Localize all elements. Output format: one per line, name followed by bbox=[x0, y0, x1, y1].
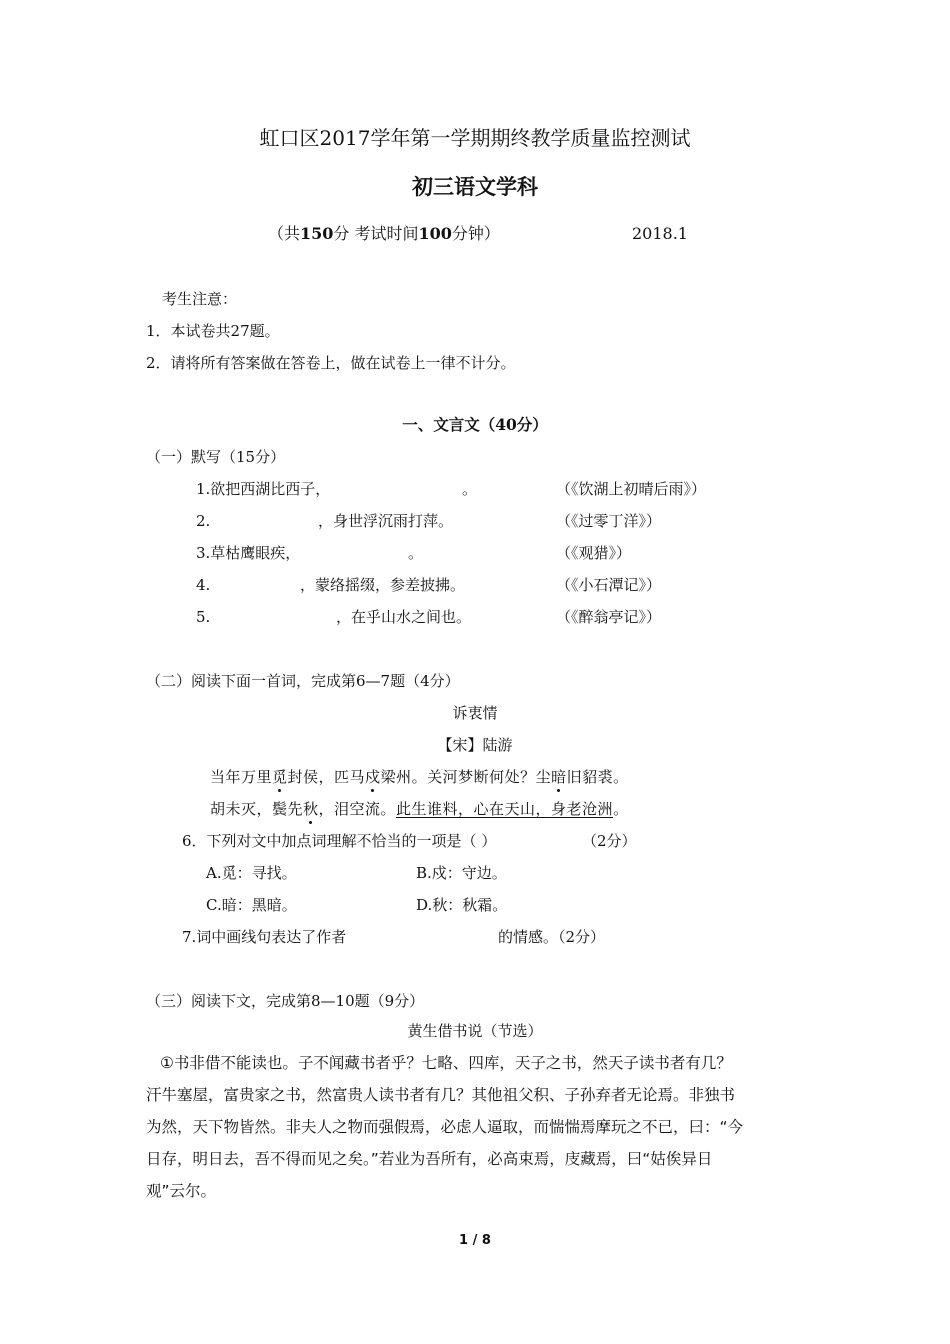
section-title: 一、文言文（40分） bbox=[402, 415, 548, 434]
total-score: 150 bbox=[300, 224, 334, 243]
exam-date: 2018.1 bbox=[632, 224, 688, 243]
option-b: B.戍：守边。 bbox=[416, 864, 507, 882]
fill-item-end: ，蒙络摇缀，参差披拂。 bbox=[300, 576, 466, 594]
question-6-score: （2分） bbox=[582, 832, 637, 850]
poem-text: 。 bbox=[613, 800, 629, 818]
fill-item-text: 4. bbox=[196, 576, 211, 594]
poem-title: 诉衷情 bbox=[452, 704, 498, 722]
poem-text: 封侯，匹马 bbox=[287, 768, 366, 786]
fill-item-end: ，在乎山水之间也。 bbox=[336, 608, 472, 626]
option-c: C.暗：黑暗。 bbox=[206, 896, 297, 914]
dotted-word: 秋 bbox=[303, 800, 319, 818]
subject-title: 初三语文学科 bbox=[412, 174, 538, 199]
article-line: 为然，天下物皆然。非夫人之物而强假焉，必虑人逼取，而惴惴焉摩玩之不已，曰：“今 bbox=[146, 1118, 744, 1136]
dotted-word: 觅 bbox=[272, 768, 288, 786]
notice-item: 2．请将所有答案做在答卷上，做在试卷上一律不计分。 bbox=[146, 354, 516, 372]
fill-item-source: （《小石潭记》） bbox=[556, 576, 662, 594]
underlined-line: 此生谁料，心在天山，身老沧洲 bbox=[396, 800, 614, 818]
page-number: 1 / 8 bbox=[459, 1233, 491, 1248]
article-line: 汗牛塞屋，富贵家之书，然富贵人读书者有几？其他祖父积、子孙弃者无论焉。非独书 bbox=[146, 1086, 736, 1104]
page-title: 虹口区2017学年第一学期期终教学质量监控测试 bbox=[259, 126, 691, 150]
option-a: A.觅：寻找。 bbox=[206, 864, 297, 882]
question-7: 7.词中画线句表达了作者 bbox=[182, 928, 347, 946]
fill-item-source: （《醉翁亭记》） bbox=[556, 608, 662, 626]
article-line: 观”云尔。 bbox=[146, 1182, 217, 1200]
part-label: （一）默写（15分） bbox=[146, 448, 286, 466]
fill-item-end: 。 bbox=[462, 480, 478, 498]
part-label: （三）阅读下文，完成第8—10题（9分） bbox=[146, 992, 425, 1010]
score-unit: 分 考试时间 bbox=[333, 224, 419, 243]
fill-item-end: 。 bbox=[408, 544, 424, 562]
time-unit: 分钟） bbox=[451, 224, 500, 243]
part-label: （二）阅读下面一首词，完成第6—7题（4分） bbox=[146, 672, 460, 690]
poem-text: 旧貂裘。 bbox=[566, 768, 629, 786]
exam-info bbox=[268, 222, 500, 246]
poem-text: 当年万里 bbox=[210, 768, 273, 786]
total-open: （共 bbox=[268, 224, 301, 243]
fill-item-end: ，身世浮沉雨打萍。 bbox=[318, 512, 454, 530]
exam-time: 100 bbox=[418, 224, 452, 243]
article-line: ①书非借不能读也。子不闻藏书者乎？七略、四库，天子之书，然天子读书者有几？ bbox=[160, 1054, 732, 1072]
article-line: 日存，明日去，吾不得而见之矣。”若业为吾所有，必高束焉，庋藏焉，曰“姑俟异日 bbox=[146, 1150, 713, 1168]
option-d: D.秋：秋霜。 bbox=[416, 896, 508, 914]
fill-item-text: 5. bbox=[196, 608, 211, 626]
poem-text: ，泪空流。 bbox=[318, 800, 397, 818]
poem-author: 【宋】陆游 bbox=[437, 736, 513, 754]
article-title: 黄生借书说（节选） bbox=[407, 1022, 543, 1040]
poem-text: 梁州。关河梦断何处？尘 bbox=[380, 768, 552, 786]
poem-text: 胡未灭，鬓先 bbox=[210, 800, 304, 818]
fill-item-source: （《饮湖上初晴后雨》） bbox=[556, 480, 707, 498]
poem-line bbox=[210, 798, 629, 820]
question-7-end: 的情感。（2分） bbox=[498, 928, 606, 946]
notice-heading: 考生注意： bbox=[162, 290, 238, 308]
fill-item-source: （《观猎》） bbox=[556, 544, 632, 562]
fill-item-source: （《过零丁洋》） bbox=[556, 512, 662, 530]
question-6: 6．下列对文中加点词理解不恰当的一项是（ ） bbox=[182, 832, 497, 850]
dotted-word: 暗 bbox=[551, 768, 567, 786]
notice-item: 1．本试卷共27题。 bbox=[146, 322, 280, 340]
fill-item-text: 2. bbox=[196, 512, 211, 530]
fill-item-text: 3.草枯鹰眼疾， bbox=[196, 544, 301, 562]
dotted-word: 戍 bbox=[365, 768, 381, 786]
poem-line bbox=[210, 766, 629, 788]
fill-item-text: 1.欲把西湖比西子， bbox=[196, 480, 331, 498]
